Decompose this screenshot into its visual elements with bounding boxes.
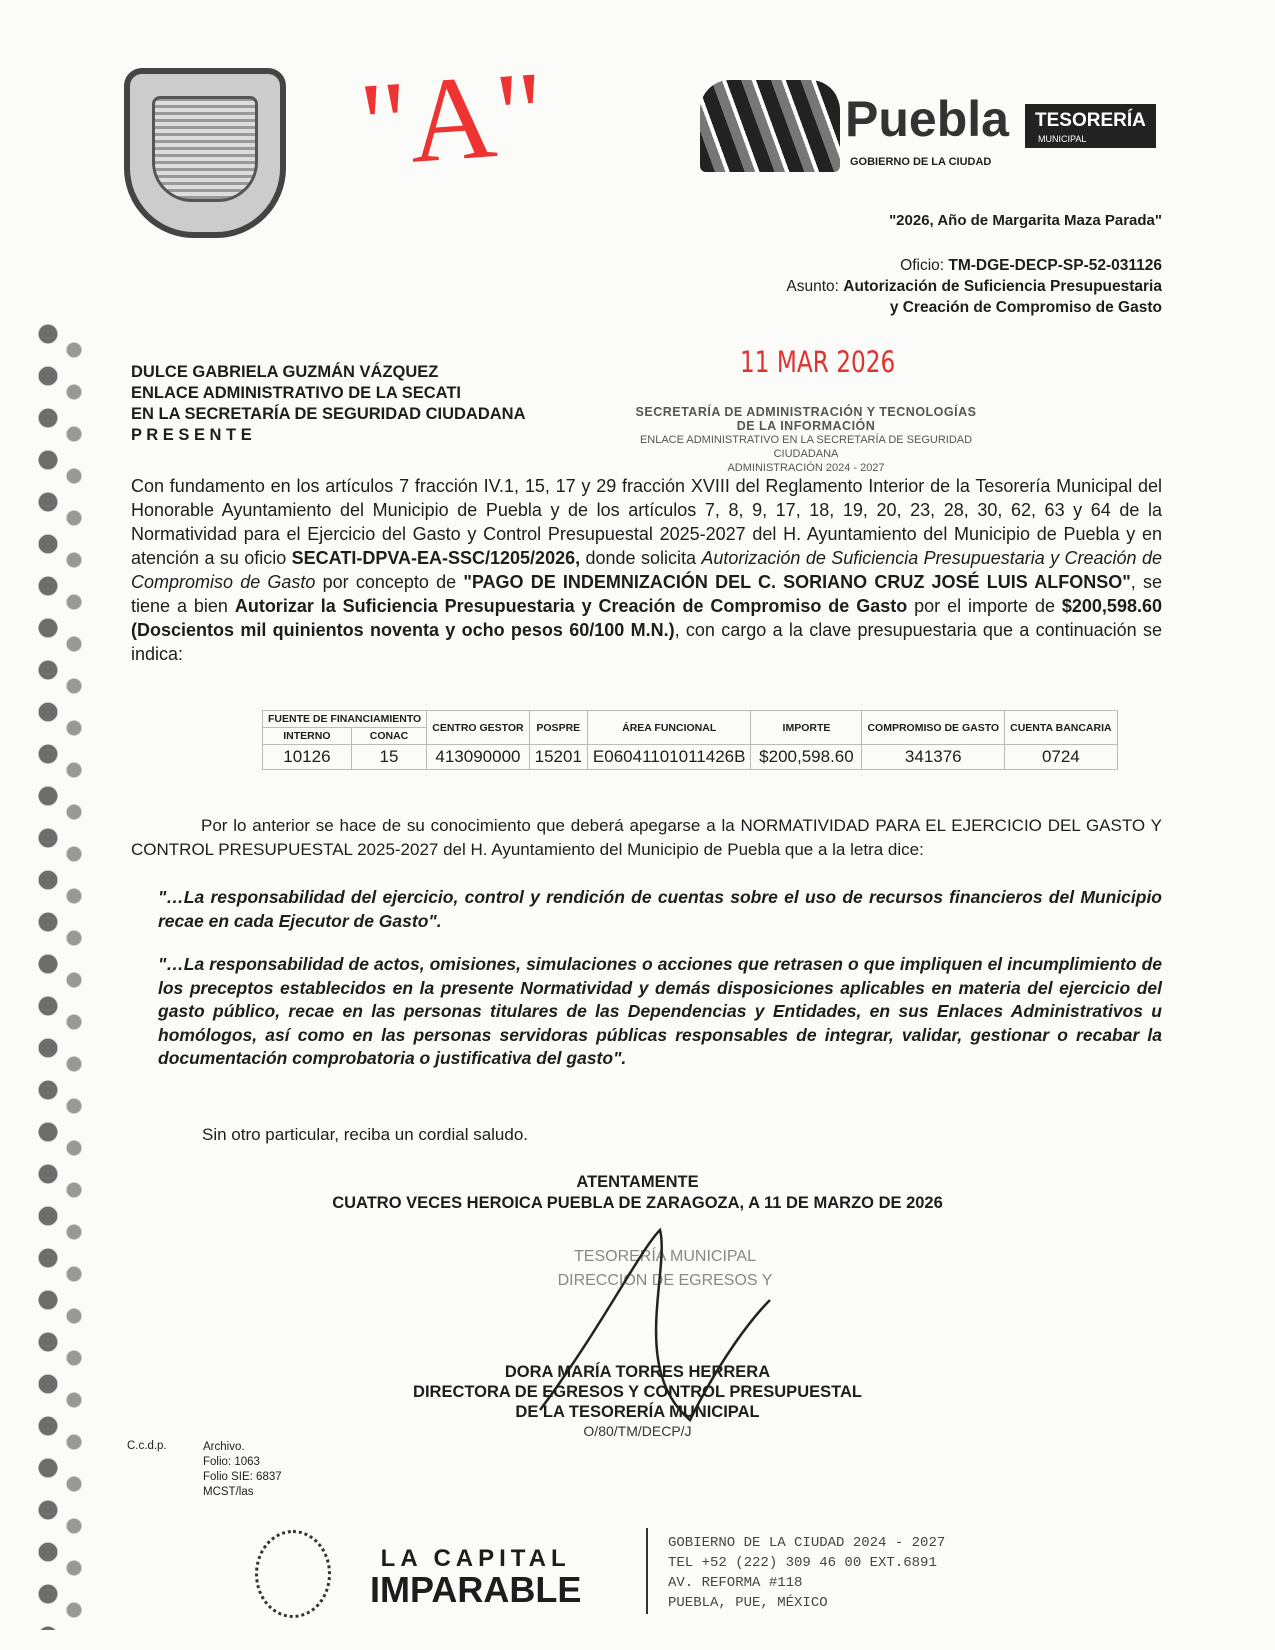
- asunto-line2: y Creación de Compromiso de Gasto: [889, 299, 1162, 316]
- oficio-number: TM-DGE-DECP-SP-52-031126: [948, 257, 1162, 274]
- stamp-line: ENLACE ADMINISTRATIVO EN LA SECRETARÍA DE SEGURIDAD CIUDADANA: [639, 434, 973, 460]
- stamp-line: DIRECCIÓN DE EGRESOS Y: [557, 1272, 773, 1289]
- header-cell: CENTRO GESTOR: [427, 711, 529, 745]
- footer-line: TEL +52 (222) 309 46 00 EXT.6891: [668, 1555, 937, 1571]
- slogan-line: IMPARABLE: [370, 1569, 582, 1610]
- asunto-label: Asunto:: [786, 278, 844, 295]
- text: , se tiene a bien: [131, 572, 1162, 616]
- text: Con fundamento en los artículos 7 fracción IV.1, 15, 17 y 29 fracción XVIII del Reglamento Interior de la Tesorería Municipal del Honorable Ayuntamiento del Municipio de Puebla y de los artículos 7, 8, 9, 17, 18, 19, 20, 23, 28, 30, 62, 63 y 64 de la Normatividad para el Ejercicio del Gasto y Control Presupuestal 2025-2027 del H. Ayuntamiento del Municipio de Puebla y en atención a su oficio: [131, 476, 1162, 568]
- presente: P R E S E N T E: [131, 426, 252, 444]
- stamp-line: ADMINISTRACIÓN 2024 - 2027: [727, 462, 885, 474]
- logo-word: Puebla: [845, 91, 1009, 147]
- divider: [646, 1528, 648, 1614]
- header-cell: CUENTA BANCARIA: [1005, 711, 1118, 745]
- text: Autorizar la Suficiencia Presupuestaria y Creación de Compromiso de Gasto: [234, 596, 908, 616]
- closing-greeting: Sin otro particular, reciba un cordial saludo.: [202, 1125, 529, 1144]
- header-cell: INTERNO: [263, 728, 352, 745]
- header-cell: ÁREA FUNCIONAL: [587, 711, 751, 745]
- cell: E06041101011426B: [587, 745, 751, 770]
- footer-line: AV. REFORMA #118: [668, 1575, 803, 1591]
- handwritten-annotation: "A": [355, 45, 550, 192]
- quote: "…La responsabilidad del ejercicio, control y rendición de cuentas sobre el uso de recursos financieros del Municipio recae en cada Ejecutor de Gasto".: [158, 887, 1162, 931]
- slogan-logo: [370, 1545, 582, 1610]
- cell: $200,598.60: [751, 745, 862, 770]
- text: "PAGO DE INDEMNIZACIÓN DEL C. SORIANO CRUZ JOSÉ LUIS ALFONSO": [463, 572, 1131, 592]
- cell: 341376: [862, 745, 1005, 770]
- text: $200,598.60 (Doscientos mil quinientos noventa y ocho pesos 60/100 M.N.): [131, 596, 1162, 640]
- recipient-title: ENLACE ADMINISTRATIVO DE LA SECATI: [131, 384, 461, 402]
- body-paragraph: Por lo anterior se hace de su conocimiento que deberá apegarse a la NORMATIVIDAD PARA EL EJERCICIO DEL GASTO Y CONTROL PRESUPUESTAL 2025-2027 del H. Ayuntamiento del Municipio de Puebla que a la letra dice:: [131, 816, 1162, 859]
- received-stamp: [632, 405, 980, 475]
- budget-key-table: [262, 710, 1118, 770]
- logo-municipal: MUNICIPAL: [1038, 134, 1087, 144]
- signer-block: [0, 1362, 1275, 1422]
- quote: "…La responsabilidad de actos, omisiones, simulaciones o acciones que retrasen o que impliquen el incumplimiento de los preceptos establecidos en la presente Normatividad y demás disposiciones aplicables en materia del ejercicio del gasto público, recae en las personas titulares de las Dependencias y Entidades, en sus Enlaces Administrativos u homólogos, así como en las personas servidoras públicas responsables de integrar, validar, gestionar o recabar la documentación comprobatoria o justificativa del gasto".: [158, 954, 1162, 1068]
- table-row: [263, 745, 1118, 770]
- date-stamp: 11 MAR 2026: [740, 345, 896, 379]
- text: por el importe de: [907, 596, 1062, 616]
- cell: 413090000: [427, 745, 529, 770]
- cell: 0724: [1005, 745, 1118, 770]
- closing-block: [0, 1172, 1275, 1214]
- ccdp-item: Folio SIE: 6837: [203, 1471, 282, 1483]
- place-date: CUATRO VECES HEROICA PUEBLA DE ZARAGOZA, A 11 DE MARZO DE 2026: [332, 1194, 943, 1212]
- signer-title: DIRECTORA DE EGRESOS Y CONTROL PRESUPUESTAL: [413, 1383, 862, 1401]
- atentamente: ATENTAMENTE: [576, 1173, 699, 1191]
- slogan-line: LA CAPITAL: [380, 1545, 571, 1572]
- equality-seal-icon: [255, 1530, 331, 1618]
- recipient-block: [131, 362, 526, 446]
- reference-code: O/80/TM/DECP/J: [583, 1423, 692, 1439]
- cell: 15: [351, 745, 426, 770]
- header-cell: CONAC: [351, 728, 426, 745]
- body-paragraph: [131, 474, 1162, 666]
- stamp-line: TESORERÍA MUNICIPAL: [574, 1248, 756, 1265]
- cell: 10126: [263, 745, 352, 770]
- ccdp-list: [203, 1440, 282, 1500]
- stamp-line: SECRETARÍA DE ADMINISTRACIÓN Y TECNOLOGÍAS: [635, 405, 977, 419]
- city-seal-logo: [124, 68, 286, 238]
- logo-tesoreria: TESORERÍA: [1025, 104, 1156, 148]
- header-cell: IMPORTE: [751, 711, 862, 745]
- text: , con cargo a la clave presupuestaria que a continuación se indica:: [131, 620, 1162, 664]
- footer-line: PUEBLA, PUE, MÉXICO: [668, 1595, 828, 1611]
- cell: 15201: [529, 745, 587, 770]
- recipient-name: DULCE GABRIELA GUZMÁN VÁZQUEZ: [131, 363, 439, 381]
- header-cell: POSPRE: [529, 711, 587, 745]
- ccdp-label: C.c.d.p.: [127, 1440, 167, 1452]
- recipient-title: EN LA SECRETARÍA DE SEGURIDAD CIUDADANA: [131, 405, 526, 423]
- year-motto: "2026, Año de Margarita Maza Parada": [889, 212, 1162, 229]
- ccdp-item: MCST/las: [203, 1486, 254, 1498]
- stamp-line: DE LA INFORMACIÓN: [736, 419, 876, 433]
- ccdp-item: Archivo.: [203, 1441, 245, 1453]
- text: SECATI-DPVA-EA-SSC/1205/2026,: [291, 548, 581, 568]
- ccdp-item: Folio: 1063: [203, 1456, 260, 1468]
- signer-name: DORA MARÍA TORRES HERRERA: [504, 1363, 771, 1381]
- footer-line: GOBIERNO DE LA CIUDAD 2024 - 2027: [668, 1535, 946, 1551]
- oficio-label: Oficio:: [900, 257, 949, 274]
- logo-sub: GOBIERNO DE LA CIUDAD: [850, 156, 992, 168]
- text: por concepto de: [315, 572, 464, 592]
- signer-title: DE LA TESORERÍA MUNICIPAL: [515, 1403, 760, 1421]
- puebla-tesoreria-logo: [700, 80, 1170, 175]
- asunto-line1: Autorización de Suficiencia Presupuestaria: [843, 278, 1162, 295]
- text: Autorización de Suficiencia Presupuestaria y Creación de Compromiso de Gasto: [131, 548, 1162, 592]
- oficio-block: [786, 255, 1162, 318]
- text: donde solicita: [580, 548, 702, 568]
- footer-contact: [668, 1533, 945, 1613]
- header-cell: COMPROMISO DE GASTO: [862, 711, 1005, 745]
- header-cell: FUENTE DE FINANCIAMIENTO: [263, 711, 427, 728]
